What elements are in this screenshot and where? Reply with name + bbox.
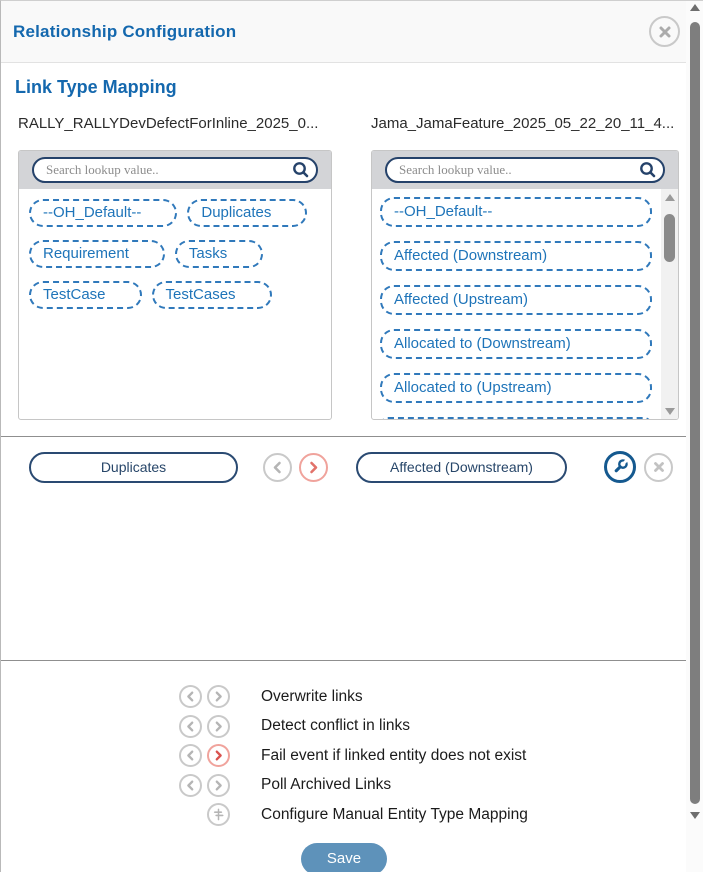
target-panel [371, 150, 679, 420]
option-label: Detect conflict in links [261, 717, 411, 735]
target-pill-list [372, 189, 678, 420]
mapped-target-button[interactable]: Affected (Downstream) [356, 452, 567, 483]
source-column-title: RALLY_RALLYDevDefectForInline_2025_0... [18, 115, 319, 132]
options-list [1, 661, 687, 830]
remove-mapping-icon[interactable] [644, 453, 673, 482]
chevron-left-icon[interactable] [179, 744, 202, 767]
link-type-pill[interactable]: TestCase [29, 281, 142, 309]
option-row-detect-conflict [179, 712, 687, 742]
chevron-right-icon[interactable] [207, 715, 230, 738]
wrench-icon[interactable] [604, 451, 636, 483]
save-button[interactable]: Save [301, 843, 387, 872]
link-type-pill[interactable]: Requirement [29, 240, 165, 268]
search-icon [639, 161, 656, 178]
signpost-icon[interactable] [207, 803, 230, 826]
search-icon [292, 161, 309, 178]
link-type-pill[interactable]: Affected (Upstream) [380, 285, 652, 315]
link-type-pill[interactable]: --OH_Default-- [29, 199, 177, 227]
link-type-pill[interactable]: Tasks [175, 240, 263, 268]
chevron-right-icon[interactable] [207, 685, 230, 708]
source-panel [18, 150, 332, 420]
mapped-source-button[interactable]: Duplicates [29, 452, 238, 483]
dialog-title: Relationship Configuration [13, 21, 237, 41]
source-pill-list [19, 189, 331, 420]
option-label: Configure Manual Entity Type Mapping [261, 805, 528, 823]
link-type-pill[interactable]: Allocated to (Upstream) [380, 373, 652, 403]
option-label: Fail event if linked entity does not exist [261, 746, 527, 764]
chevron-right-icon[interactable] [207, 744, 230, 767]
dialog-header [1, 1, 703, 63]
chevron-left-icon[interactable] [179, 685, 202, 708]
close-icon[interactable] [649, 16, 680, 47]
chevron-left-icon[interactable] [263, 453, 292, 482]
link-type-pill[interactable]: Affected (Downstream) [380, 241, 652, 271]
link-type-pill[interactable]: Allocated to (Downstream) [380, 329, 652, 359]
target-column [371, 115, 679, 420]
link-type-pill-partial[interactable] [380, 417, 652, 420]
target-column-title: Jama_JamaFeature_2025_05_22_20_11_4... [371, 115, 675, 132]
source-column [18, 115, 332, 420]
chevron-right-icon[interactable] [299, 453, 328, 482]
search-input[interactable] [32, 157, 318, 183]
target-panel-header [372, 151, 678, 189]
panel-scrollbar[interactable] [661, 189, 678, 420]
mapping-row [1, 437, 687, 497]
scrollbar-thumb[interactable] [664, 214, 675, 262]
link-type-pill[interactable]: --OH_Default-- [380, 197, 652, 227]
window-scrollbar[interactable] [686, 1, 703, 872]
option-label: Overwrite links [261, 687, 363, 705]
link-type-pill[interactable]: TestCases [152, 281, 272, 309]
search-input[interactable] [385, 157, 665, 183]
option-row-poll-archived [179, 771, 687, 801]
option-label: Poll Archived Links [261, 776, 392, 794]
option-row-manual-entity-mapping [179, 800, 687, 830]
scroll-up-icon[interactable] [690, 4, 700, 11]
option-row-fail-event [179, 741, 687, 771]
scrollbar-thumb[interactable] [690, 22, 700, 804]
scroll-up-icon[interactable] [665, 194, 675, 201]
chevron-right-icon[interactable] [207, 774, 230, 797]
source-panel-header [19, 151, 331, 189]
page-title: Link Type Mapping [15, 77, 177, 97]
link-type-pill[interactable]: Duplicates [187, 199, 307, 227]
mapping-columns [1, 115, 687, 420]
scroll-down-icon[interactable] [665, 408, 675, 415]
chevron-left-icon[interactable] [179, 715, 202, 738]
chevron-left-icon[interactable] [179, 774, 202, 797]
scroll-down-icon[interactable] [690, 812, 700, 819]
option-row-overwrite-links [179, 682, 687, 712]
